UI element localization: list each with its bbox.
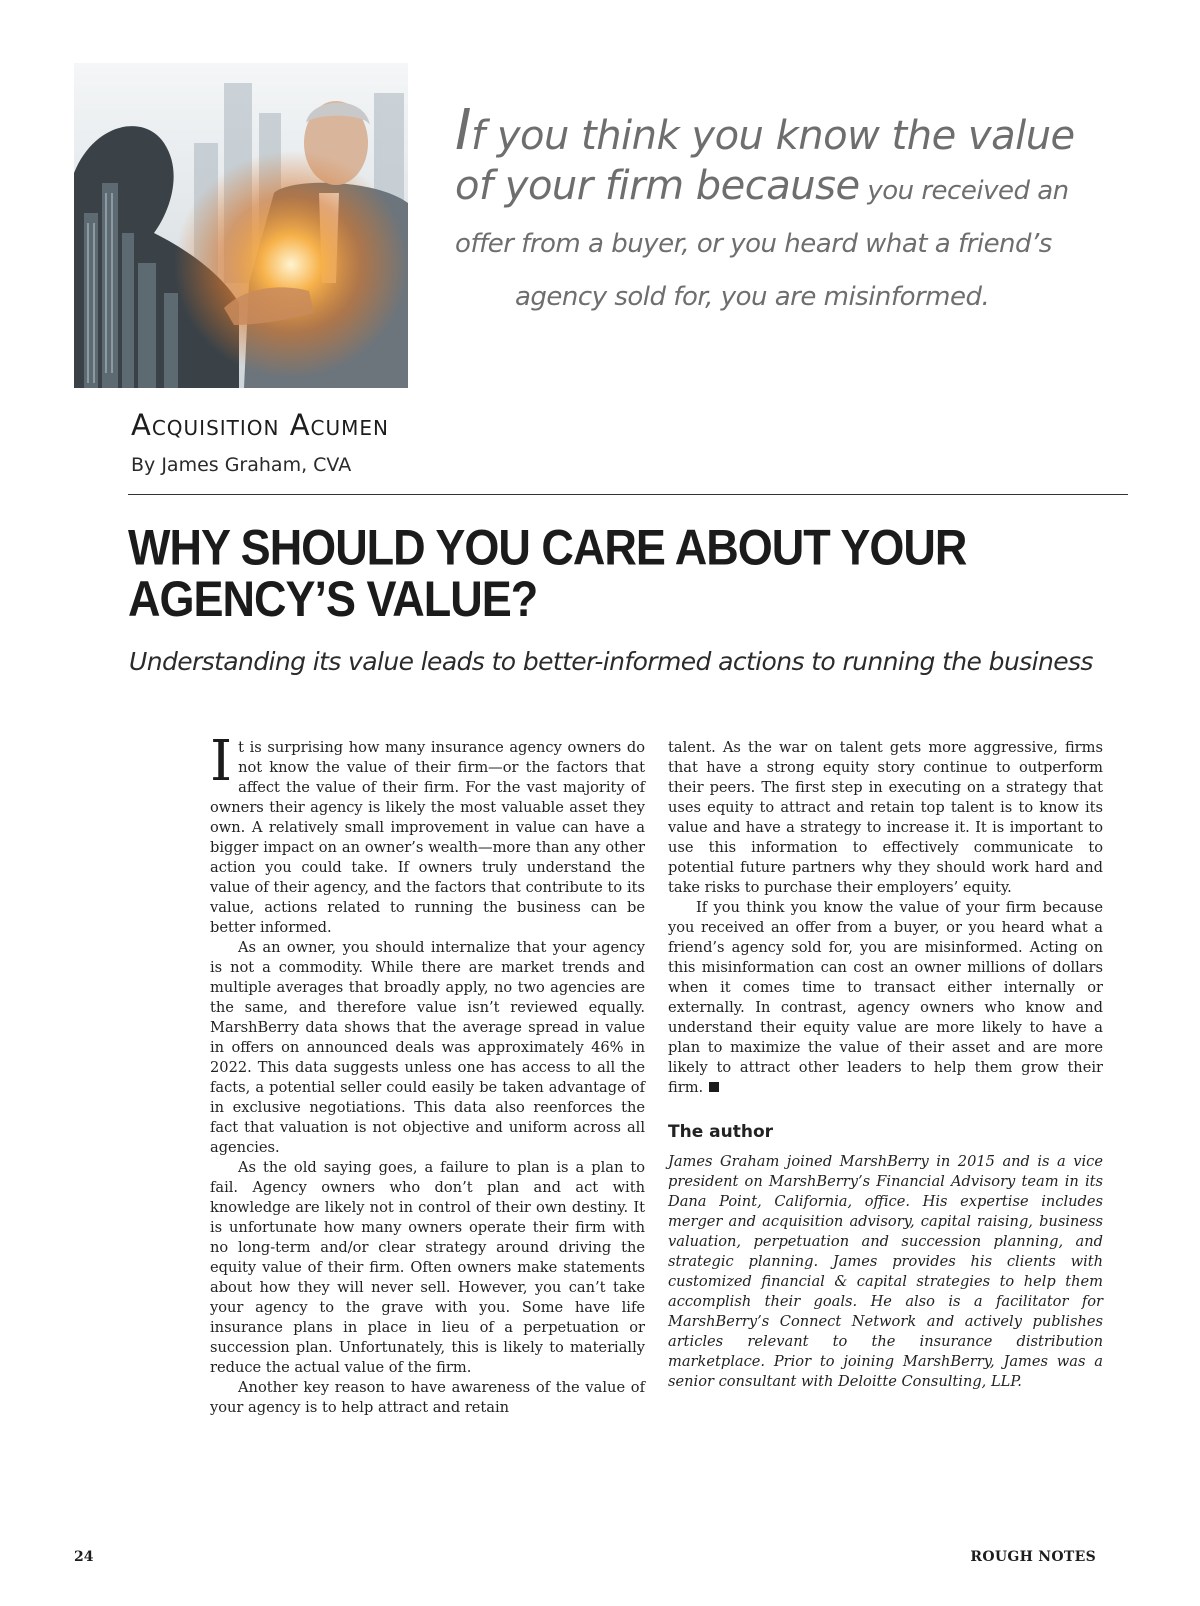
subheadline: Understanding its value leads to better-informed actions to running the business — [129, 647, 1093, 676]
paragraph-5 — [668, 898, 1103, 1098]
headline-line-1: WHY SHOULD YOU CARE ABOUT YOUR — [128, 518, 967, 576]
byline: By James Graham, CVA — [131, 454, 352, 476]
paragraph-5-text: If you think you know the value of your firm because you received an offer from a buyer, or you heard what a friend’s agency sold for, you are misinformed. Acting on this misinformation can cost an owner millions of dollars when it comes time to transact either internally or externally. In contrast, agency owners who know and understand their equity value are more likely to have a plan to maximize the value of their asset and are more likely to attract other leaders to help them grow their firm. — [668, 899, 1103, 1096]
paragraph-1 — [210, 729, 645, 938]
paragraph-2: As an owner, you should internalize that your agency is not a commodity. While there are market trends and multiple averages that broadly apply, no two agencies are the same, and therefore value isn’t reviewed equally. MarshBerry data shows that the average spread in value in offers on announced deals was approximately 46% in 2022. This data suggests unless one has access to all the facts, a potential seller could easily be taken advantage of in exclusive negotiations. This data also reenforces the fact that valuation is not objective and uniform across all agencies. — [210, 939, 645, 1156]
column-name: Acquisition Acumen — [131, 408, 390, 442]
handshake-photo — [74, 63, 408, 388]
pull-quote-text-2a: of your firm because — [455, 163, 860, 209]
pull-quote-text-2b: you received an — [859, 176, 1069, 206]
pull-quote-line-3: offer from a buyer, or you heard what a friend’s — [455, 229, 1052, 259]
pull-quote-dropcap: I — [455, 98, 472, 163]
author-bio: James Graham joined MarshBerry in 2015 and is a vice president on MarshBerry’s Financial Advisory team in its Dana Point, California, office. His expertise includes merger and acquisition advisory, capital raising, business valuation, perpetuation and succession planning, and strategic planning. James provides his clients with customized financial & capital strategies to help them accomplish their goals. He also is a facilitator for MarshBerry’s Connect Network and actively publishes articles relevant to the insurance distribution marketplace. Prior to joining MarshBerry, James was a senior consultant with Deloitte Consulting, LLP. — [668, 1153, 1103, 1390]
pull-quote-line-1 — [455, 98, 1155, 163]
header-divider — [128, 494, 1128, 495]
author-heading: The author — [668, 1122, 774, 1142]
paragraph-1-text: t is surprising how many insurance agency owners do not know the value of their firm—or the factors that affect the value of their firm. For the vast majority of owners their agency is likely the most valuable asset they own. A relatively small improvement in value can have a bigger impact on an owner’s wealth—more than any other action you could take. If owners truly understand the value of their agency, and the factors that contribute to its value, actions related to running the business can be better informed. — [210, 739, 645, 936]
end-of-article-mark — [709, 1082, 719, 1092]
handshake-illustration — [74, 63, 408, 388]
publication-name: ROUGH NOTES — [970, 1549, 1096, 1565]
pull-quote — [455, 98, 1155, 324]
article-dropcap: I — [210, 729, 233, 794]
pull-quote-line-4: agency sold for, you are misinformed. — [515, 282, 990, 312]
paragraph-3: As the old saying goes, a failure to plan is a plan to fail. Agency owners who don’t plan and act with knowledge are likely not in control of their own destiny. It is unfortunate how many owners operate their firm with no long-term and/or clear strategy around driving the equity value of their firm. Often owners make statements about how they will never sell. However, you can’t take your agency to the grave with you. Some have life insurance plans in place in lieu of a perpetuation or succession plan. Unfortunately, this is likely to materially reduce the actual value of the firm. — [210, 1159, 645, 1376]
article-column-left — [210, 729, 645, 1418]
headline-line-2: AGENCY’S VALUE? — [128, 570, 538, 628]
page-number: 24 — [74, 1549, 94, 1565]
pull-quote-text-1: f you think you know the value — [471, 113, 1075, 159]
paragraph-4-start: Another key reason to have awareness of the value of your agency is to help attract and retain — [210, 1379, 645, 1416]
pull-quote-line-2 — [455, 159, 1155, 218]
article-column-right — [668, 738, 1103, 1392]
page-title — [128, 518, 1028, 628]
paragraph-4-end: talent. As the war on talent gets more aggressive, firms that have a strong equity story continue to outperform their peers. The first step in executing on a strategy that uses equity to attract and retain top talent is to know its value and have a strategy to increase it. It is important to use this information to effectively communicate to potential future partners why they should work hard and take risks to purchase their employers’ equity. — [668, 739, 1103, 896]
